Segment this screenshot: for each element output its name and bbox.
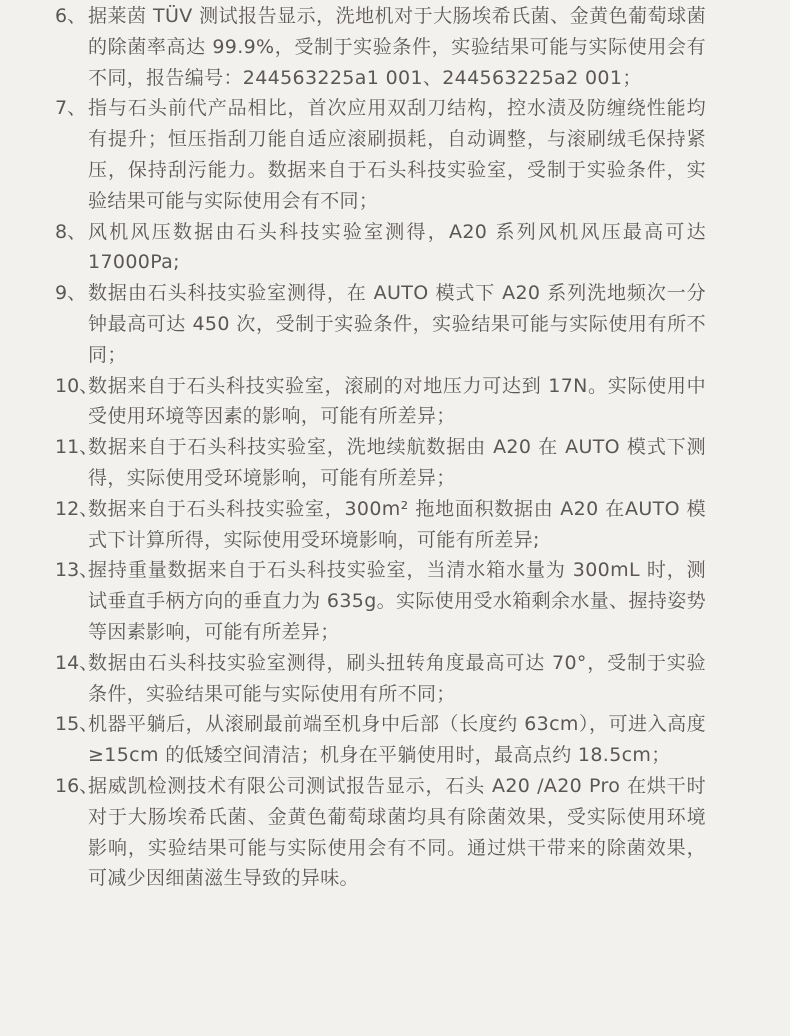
footnote-number: 6、 [55,5,87,27]
footnote-number: 12、 [55,497,99,520]
footnote-text: 数据来自于石头科技实验室，洗地续航数据由 A20 在 AUTO 模式下测得，实际使用受环境影响，可能有所差异； [88,436,706,489]
footnote-text: 据莱茵 TÜV 测试报告显示，洗地机对于大肠埃希氏菌、金黄色葡萄球菌的除菌率高达 99.9%，受制于实验条件，实验结果可能与实际使用会有不同，报告编号：244563225a1 001、244563225a2 001； [88,5,706,89]
footnotes-list [0,1,790,894]
footnote-number: 13、 [55,559,99,582]
footnote-item [0,278,790,370]
footnote-number: 7、 [55,97,87,120]
footnote-item [0,93,790,216]
footnote-number: 11、 [55,436,99,459]
footnote-item [0,217,790,279]
footnote-item [0,432,790,494]
footnote-item [0,494,790,556]
footnote-number: 15、 [55,713,99,736]
footnote-number: 14、 [55,651,99,674]
footnote-text: 机器平躺后，从滚刷最前端至机身中后部（长度约 63cm），可进入高度≥15cm 的低矮空间清洁；机身在平躺使用时，最高点约 18.5cm； [88,713,706,767]
footnote-item [0,771,790,894]
footnote-text: 风机风压数据由石头科技实验室测得，A20 系列风机风压最高可达 17000Pa; [88,220,706,274]
footnote-text: 握持重量数据来自于石头科技实验室，当清水箱水量为 300mL 时，测试垂直手柄方向的垂直力为 635g。实际使用受水箱剩余水量、握持姿势等因素影响，可能有所差异； [88,559,706,643]
footnote-text: 数据来自于石头科技实验室，300m² 拖地面积数据由 A20 在AUTO 模式下计算所得，实际使用受环境影响，可能有所差异; [88,497,706,551]
footnote-item [0,648,790,710]
footnote-number: 16、 [55,774,99,797]
footnote-text: 数据由石头科技实验室测得，在 AUTO 模式下 A20 系列洗地频次一分钟最高可达 450 次，受制于实验条件，实验结果可能与实际使用有所不同； [88,282,706,366]
footnote-text: 数据来自于石头科技实验室，滚刷的对地压力可达到 17N。实际使用中受使用环境等因素的影响，可能有所差异； [88,374,706,428]
footnote-text: 据威凯检测技术有限公司测试报告显示，石头 A20 /A20 Pro 在烘干时对于大肠埃希氏菌、金黄色葡萄球菌均具有除菌效果，受实际使用环境影响，实验结果可能与实际使用会有不同。通过烘干带来的除菌效果，可减少因细菌滋生导致的异味。 [88,774,706,890]
footnote-text: 指与石头前代产品相比，首次应用双刮刀结构，控水渍及防缠绕性能均有提升；恒压指刮刀能自适应滚刷损耗，自动调整，与滚刷绒毛保持紧压，保持刮污能力。数据来自于石头科技实验室，受制于实验条件，实验结果可能与实际使用会有不同； [88,97,706,212]
footnote-number: 8、 [55,220,87,243]
footnote-text: 数据由石头科技实验室测得，刷头扭转角度最高可达 70°，受制于实验条件，实验结果可能与实际使用有所不同； [88,651,706,705]
footnote-number: 10、 [55,374,99,397]
footnote-item [0,555,790,647]
footnote-item [0,371,790,433]
footnote-item [0,709,790,771]
footnote-number: 9、 [55,282,87,305]
footnote-item [0,1,790,93]
